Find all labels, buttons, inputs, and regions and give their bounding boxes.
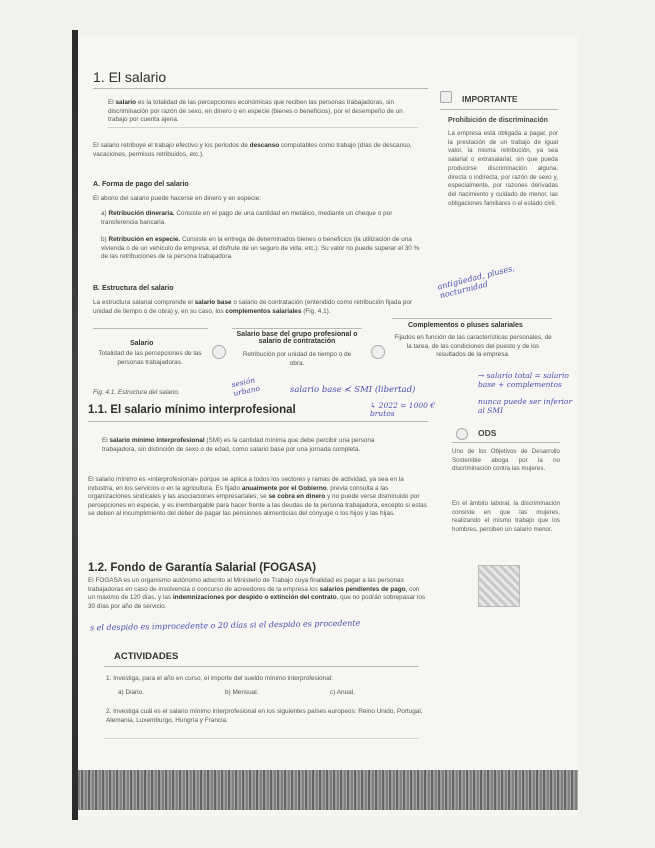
title-rule [93,88,428,89]
fig-rule-1 [93,328,208,329]
activities-rule [104,666,419,667]
activity-1-option-b: b) Mensual. [225,689,259,696]
activity-2: 2. Investiga cuál es el salario mínimo interprofesional en los siguientes países europeos: Reino Unido, Portugal, Alemania, Luxemburgo, Hungría y Francia. [106,708,423,724]
subsection-1-1-title: 1.1. El salario mínimo interprofesional [88,404,296,416]
fig-rule-3 [392,318,552,319]
handwritten-note-despido: s el despido es improcedente o 20 días si el despido es procedente [89,618,361,633]
important-icon [440,91,452,103]
page-footer-scan-artifact [78,770,578,810]
important-subtitle: Prohibición de discriminación [448,117,548,124]
smi-definition: El salario mínimo interprofesional (SMI) es la cantidad mínima que debe percibir una persona trabajadora, sin distinción de sexo o de edad, como salario base por una jornada completa. [102,437,375,453]
subsection-1-2-title: 1.2. Fondo de Garantía Salarial (FOGASA) [88,562,317,574]
sub11-rule [88,421,428,422]
section-title: 1. El salario [93,69,167,85]
handwritten-note-sesion: sesión urbano [230,375,261,399]
figure-caption: Fig. 4.1. Estructura del salario. [93,389,180,396]
section-a-item-a: a) Retribución dineraria. Consiste en el pago de una cantidad en metálico, mediante un cheque o por transferencia bancaria. [101,210,393,226]
section-b-title: B. Estructura del salario [93,285,174,292]
ods-logo-image [478,565,520,607]
fig-box3-title: Complementos o pluses salariales [408,322,523,329]
important-text: La empresa está obligada a pagar, por la prestación de un trabajo de igual valor, la misma retribución, ya sea salarial o extrasalarial, sin que pueda producirse discriminación alguna, directa o indirecta, por razón de sexo y, especialmente, por razones derivadas del nacimiento y cuidado de menor, las obligaciones familiares o el estado civil. [448,130,558,207]
activity-1: 1. Investiga, para el año en curso, el importe del sueldo mínimo interprofesional: [106,675,333,682]
important-rule [440,109,558,110]
handwritten-note-pluses: antigüedad, pluses, nocturnidad [436,263,516,301]
section-a-intro: El abono del salario puede hacerse en dinero y en especie: [93,195,262,202]
ods-rule [452,442,560,443]
fig-box2-text: Retribución por unidad de tiempo o de obra. [242,351,352,367]
retribuye-paragraph: El salario retribuye el trabajo efectivo y los periodos de descanso computables como trabajo (días de descanso, vacaciones, permisos retribuidos, etc.). [93,142,412,158]
activity-1-option-a: a) Diario. [118,689,144,696]
fogasa-paragraph: El FOGASA es un organismo autónomo adscrito al Ministerio de Trabajo cuya finalidad es pagar a las personas trabajadoras en caso de insolvencia o concurso de acreedores de la empresa los salarios pendientes de pago, con un máximo de 120 días, y las indemnizaciones por despido o extinción del contrato, que no podrán sobrepasar los 30 días por año de servicio. [88,577,426,610]
section-a-title: A. Forma de pago del salario [93,181,189,188]
fig-box1-text: Totalidad de las percepciones de las personas trabajadoras. [98,350,202,366]
fig-box1-title: Salario [130,340,154,347]
ods-text-1: Uno de los Objetivos de Desarrollo Sostenible aboga por la no discriminación contra las mujeres. [452,448,560,473]
ods-icon [456,428,468,440]
smi-paragraph: El salario mínimo es «interprofesional» porque se aplica a todos los sectores y ramas de actividad, ya sea en la industria, en los servicios o en la agricultura. Es fijado anualmente por el Gobierno, previa consulta a las organizaciones sindicales y las asociaciones empresariales; se se cobra en dinero y no puede verse disminuido por percepciones en especie, y es inembargable para hacer frente a las deudas de la persona trabajadora, excepto si estas se deben al incumplimiento del deber de pagar las pensiones alimenticias del cónyuge o los hijos y las hijas. [88,476,427,517]
plus-icon [371,345,385,359]
fig-rule-2 [232,328,362,329]
fig-box2-title: Salario base del grupo profesional o salario de contratación [236,331,358,345]
intro-paragraph: El salario es la totalidad de las percepciones económicas que reciben las personas trabajadoras, sin discriminación por razón de sexo, en dinero o en especie (bienes o beneficios), por el desempeño de un trabajo por cuenta ajena. [108,99,403,123]
fig-box3-text: Fijados en función de las características personales, de la tarea, de las condiciones del puesto y de los resultados de la empresa. [394,334,552,358]
ods-text-2: En el ámbito laboral, la discriminación consiste en que las mujeres, realizando el mismo trabajo que los hombres, perciben un salario menor. [452,500,560,534]
section-a-item-b: b) Retribución en especie. Consiste en la entrega de determinados bienes o beneficios (la utilización de una vivienda o de un vehículo de empresa, el disfrute de un seguro de vida, etc.). Su valor no puede superar el 30 % de las retribuciones de la persona trabajadora. [101,236,420,260]
handwritten-note-salario-total: → salario total = salario base + complementos [478,371,569,389]
activities-bottom-rule [104,738,419,739]
handwritten-note-2022: ↳ 2022 = 1000 € brutos [370,401,436,418]
equals-icon [212,345,226,359]
handwritten-note-salario-base: salario base ≮ SMI (libertad) [290,385,416,395]
section-b-text: La estructura salarial comprende el salario base o salario de contratación (entendido como retribución fijada por unidad de tiempo o de obra) y, en su caso, los complementos salariales (Fig. 4.1). [93,299,413,315]
handwritten-note-nunca: nunca puede ser inferior al SMI [478,397,573,415]
activities-title: ACTIVIDADES [114,651,179,662]
important-label: IMPORTANTE [462,94,518,104]
activity-1-option-c: c) Anual. [330,689,355,696]
intro-rule [108,127,418,128]
ods-label: ODS [478,428,497,438]
